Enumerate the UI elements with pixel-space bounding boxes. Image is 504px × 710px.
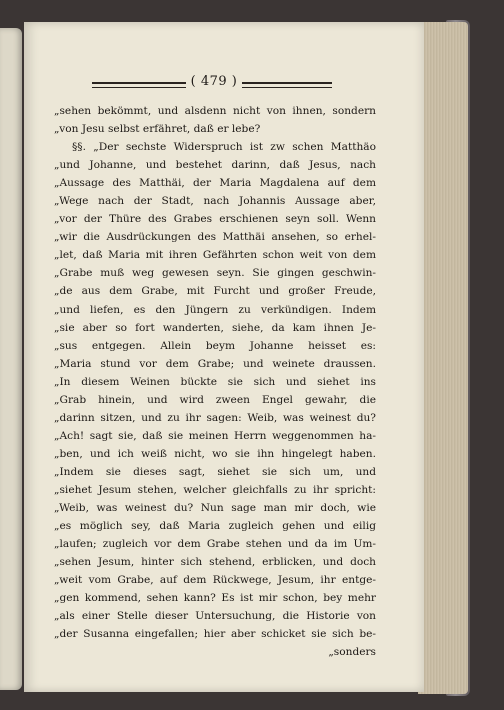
- text-line: „es möglich sey, daß Maria zugleich gehen und eilig: [54, 520, 376, 533]
- text-line: „let, daß Maria mit ihren Gefährten schon weit von dem: [54, 249, 376, 262]
- text-line: „Indem sie dieses sagt, siehet sie sich um, und: [54, 465, 376, 478]
- body-text: [54, 102, 376, 661]
- text-line: „darinn sitzen, und zu ihr sagen: Weib, was weinest du?: [54, 411, 376, 424]
- facing-page-edge: [0, 28, 22, 690]
- text-line: „Ach! sagt sie, daß sie meinen Herrn weggenommen ha-: [54, 429, 376, 442]
- header-rule-left: [92, 82, 186, 88]
- text-line: „Weib, was weinest du? Nun sage man mir doch, wie: [54, 502, 376, 515]
- text-line: „Maria stund vor dem Grabe; und weinete draussen.: [54, 357, 376, 370]
- text-line: „sus entgegen. Allein beym Johanne heisset es:: [54, 339, 376, 352]
- book-page: [24, 22, 424, 692]
- text-line: „von Jesu selbst erfähret, daß er lebe?: [54, 123, 261, 136]
- page-header: [24, 74, 424, 94]
- page-number: ( 479 ): [190, 74, 238, 89]
- text-line: „und Johanne, und bestehet darinn, daß Jesus, nach: [54, 159, 376, 172]
- text-line: „sie aber so fort wanderten, siehe, da kam ihnen Je-: [54, 321, 376, 334]
- text-line: „Wege nach der Stadt, nach Johannis Aussage aber,: [54, 195, 376, 208]
- text-line: „Grab hinein, und wird zween Engel gewahr, die: [54, 393, 376, 406]
- text-line: „ben, und ich weiß nicht, wo sie ihn hingelegt haben.: [54, 447, 376, 460]
- text-line: „Aussage des Matthäi, der Maria Magdalena auf dem: [54, 177, 376, 190]
- text-line: „sehen Jesum, hinter sich stehend, erblicken, und doch: [54, 556, 376, 569]
- text-line: „sehen bekömmt, und alsdenn nicht von ihnen, sondern: [54, 105, 376, 117]
- text-line: „wir die Ausdrückungen des Matthäi ansehen, so erhel-: [54, 231, 376, 244]
- text-line: „Grabe muß weg gewesen seyn. Sie gingen geschwin-: [54, 267, 376, 280]
- text-line: „laufen; zugleich vor dem Grabe stehen und da im Um-: [54, 538, 376, 551]
- text-line: „weit vom Grabe, auf dem Rückwege, Jesum, ihr entge-: [54, 574, 376, 587]
- header-rule-right: [242, 82, 332, 88]
- text-line: „als einer Stelle dieser Untersuchung, die Historie von: [54, 610, 376, 623]
- text-line: „de aus dem Grabe, mit Furcht und großer Freude,: [54, 285, 376, 298]
- text-line: „der Susanna eingefallen; hier aber schicket sie sich be-: [54, 628, 376, 641]
- page-stack-edge: [418, 22, 468, 694]
- text-line: §§. „Der sechste Widerspruch ist zw schen Matthäo: [72, 141, 376, 154]
- text-line: „vor der Thüre des Grabes erschienen seyn soll. Wenn: [54, 213, 376, 226]
- text-line: „gen kommend, sehen kann? Es ist mir schon, bey mehr: [54, 592, 376, 605]
- text-line: „siehet Jesum stehen, welcher gleichfalls zu ihr spricht:: [54, 483, 376, 496]
- text-line: „In diesem Weinen bückte sie sich und siehet ins: [54, 375, 376, 388]
- catchword: „sonders: [328, 646, 376, 659]
- text-line: „und liefen, es den Jüngern zu verkündigen. Indem: [54, 303, 376, 316]
